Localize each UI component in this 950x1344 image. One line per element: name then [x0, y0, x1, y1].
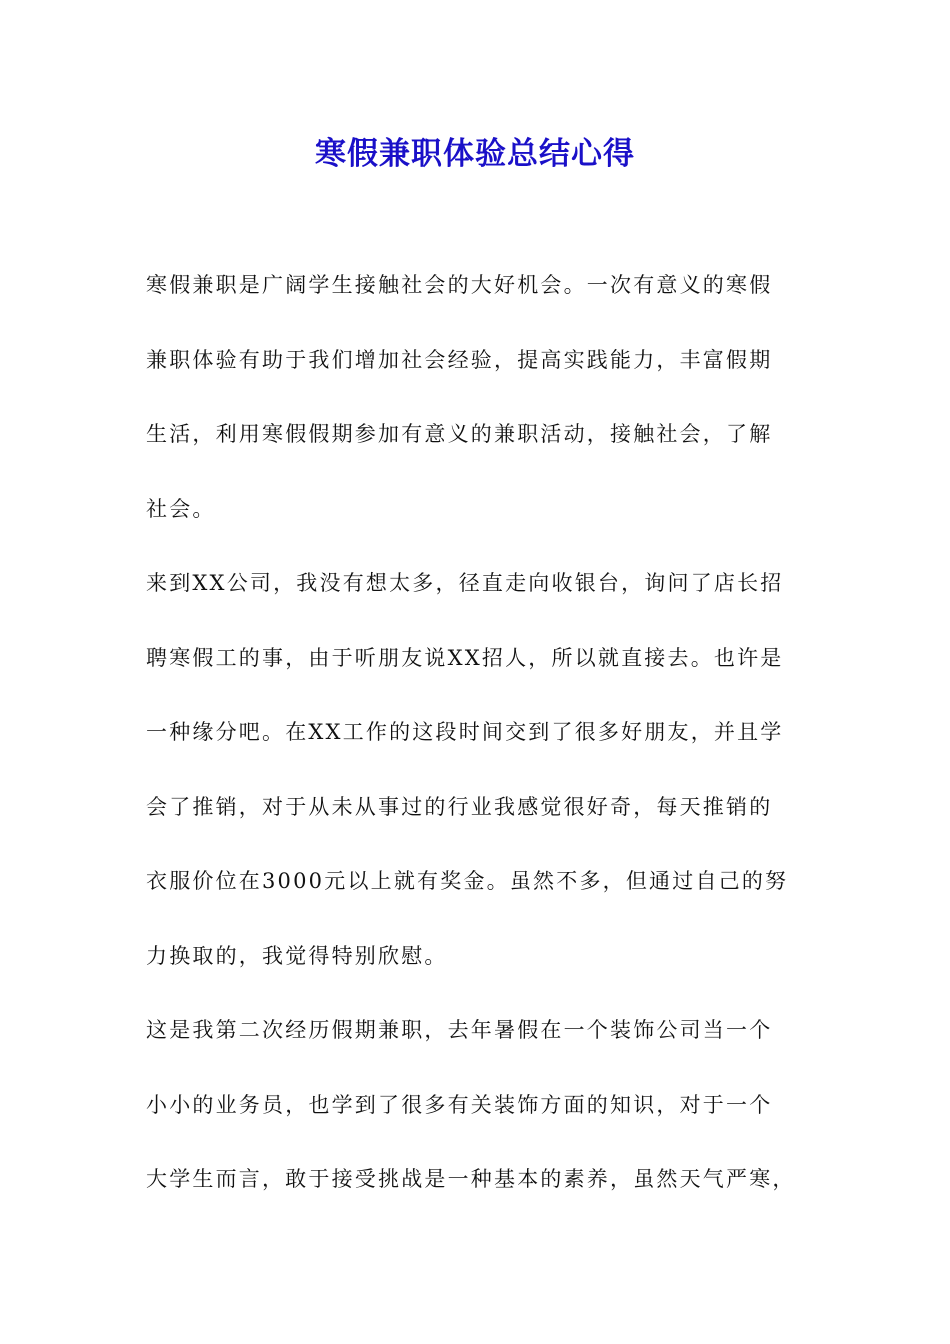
document-title: 寒假兼职体验总结心得	[315, 136, 635, 172]
text-line: 力换取的，我觉得特别欣慰。	[146, 943, 448, 968]
text-line: 一种缘分吧。在XX工作的这段时间交到了很多好朋友，并且学	[146, 720, 784, 744]
text-line: 寒假兼职是广阔学生接触社会的大好机会。一次有意义的寒假	[146, 273, 773, 297]
text-line: 来到XX公司，我没有想太多，径直走向收银台，询问了店长招	[146, 571, 784, 595]
text-line: 小小的业务员，也学到了很多有关装饰方面的知识，对于一个	[146, 1092, 773, 1117]
paragraph-2	[146, 557, 810, 1004]
text-line: 会了推销，对于从未从事过的行业我感觉很好奇，每天推销的	[146, 794, 773, 819]
paragraph-1	[146, 259, 810, 557]
text-line: 生活，利用寒假假期参加有意义的兼职活动，接触社会，了解	[146, 422, 773, 446]
paragraph-3	[146, 1004, 810, 1228]
text-line: 社会。	[146, 496, 216, 521]
text-line: 衣服价位在3000元以上就有奖金。虽然不多，但通过自己的努	[146, 869, 789, 893]
text-line: 兼职体验有助于我们增加社会经验，提高实践能力，丰富假期	[146, 347, 773, 372]
text-line: 大学生而言，敢于接受挑战是一种基本的素养，虽然天气严寒，	[146, 1167, 796, 1191]
text-line: 聘寒假工的事，由于听朋友说XX招人，所以就直接去。也许是	[146, 645, 784, 670]
text-line: 这是我第二次经历假期兼职，去年暑假在一个装饰公司当一个	[146, 1018, 773, 1042]
document-body	[146, 259, 810, 1228]
